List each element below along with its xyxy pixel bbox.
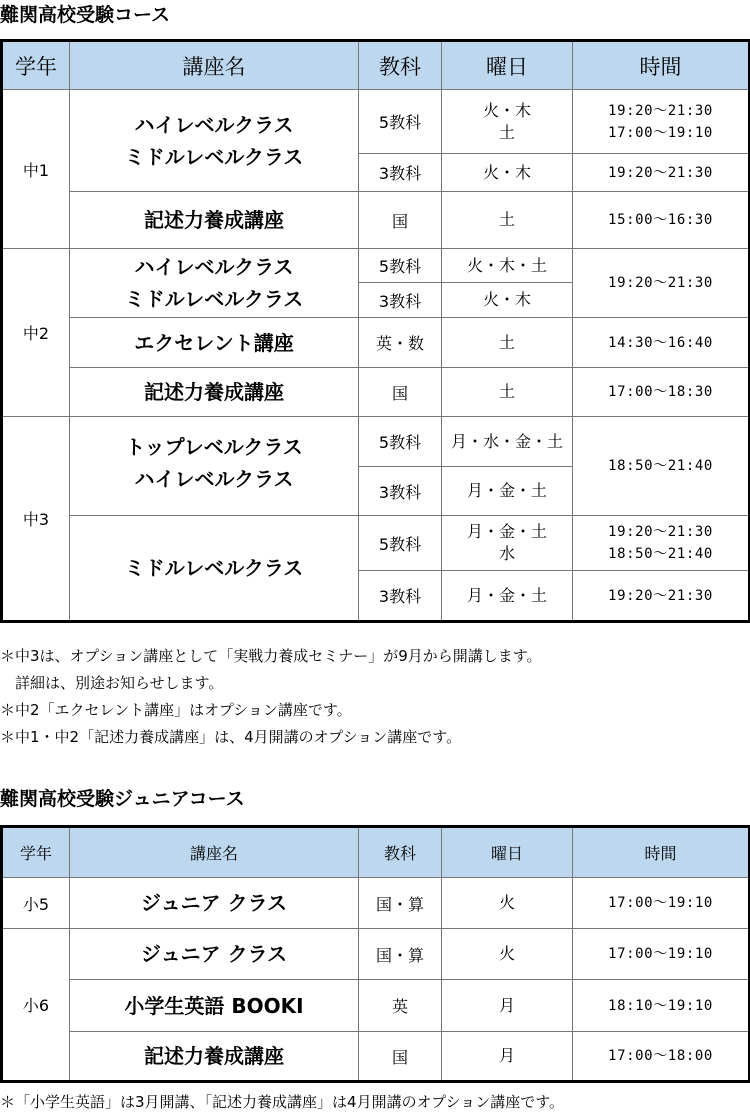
section2-notes (0, 1092, 564, 1112)
course-name: ハイレベルクラス (134, 112, 294, 137)
grade-cell: 中2 (3, 249, 70, 417)
day-cell: 火・木 (442, 154, 573, 192)
day-cell: 月 (442, 1032, 573, 1081)
time-cell: 15:00〜16:30 (573, 192, 749, 249)
grade-cell: 小5 (3, 878, 70, 929)
time-cell: 17:00〜18:30 (573, 368, 749, 417)
day-cell: 火 (442, 878, 573, 929)
time-text: 19:20〜21:30 (608, 524, 713, 540)
day-text: 火・木 (482, 100, 531, 120)
table-row (3, 878, 749, 929)
time-cell: 19:20〜21:30 (573, 249, 749, 318)
table-row (3, 1032, 749, 1081)
course-cell: 記述力養成講座 (70, 1032, 359, 1081)
note-text: ＊中3は、オプション講座として「実戦力養成セミナー」が9月から開講します。 (0, 647, 542, 665)
header-subject: 教科 (359, 42, 442, 90)
time-cell: 17:00〜19:10 (573, 878, 749, 929)
course-name: ミドルレベルクラス (124, 144, 304, 169)
table-row (3, 318, 749, 368)
header-time: 時間 (573, 828, 749, 878)
course-cell (70, 249, 359, 318)
day-cell: 土 (442, 318, 573, 368)
header-subject: 教科 (359, 828, 442, 878)
time-cell: 18:50〜21:40 (573, 417, 749, 516)
day-cell (442, 90, 573, 154)
course-name: ハイレベルクラス (134, 255, 294, 279)
course-cell: ジュニア クラス (70, 929, 359, 980)
header-time: 時間 (573, 42, 749, 90)
day-cell: 火 (442, 929, 573, 980)
day-cell: 土 (442, 368, 573, 417)
time-cell: 14:30〜16:40 (573, 318, 749, 368)
course-cell: エクセレント講座 (70, 318, 359, 368)
time-cell: 17:00〜18:00 (573, 1032, 749, 1081)
grade-cell: 小6 (3, 929, 70, 1081)
table-row (3, 980, 749, 1032)
header-course: 講座名 (70, 828, 359, 878)
table-header-row (3, 42, 749, 90)
subject-cell: 5教科 (359, 516, 442, 571)
subject-cell: 5教科 (359, 249, 442, 283)
subject-cell: 5教科 (359, 90, 442, 154)
header-grade: 学年 (3, 828, 70, 878)
course-cell (70, 417, 359, 516)
time-text: 18:50〜21:40 (608, 546, 713, 562)
time-cell: 17:00〜19:10 (573, 929, 749, 980)
table-row (3, 516, 749, 571)
course-name: ミドルレベルクラス (124, 287, 304, 311)
day-cell (442, 516, 573, 571)
course-cell: ジュニア クラス (70, 878, 359, 929)
note-text: ＊中1・中2「記述力養成講座」は、4月開講のオプション講座です。 (0, 728, 462, 746)
note-text: 詳細は、別途お知らせします。 (0, 674, 224, 692)
table-row (3, 90, 749, 154)
course-name: ハイレベルクラス (134, 467, 294, 491)
subject-cell: 英・数 (359, 318, 442, 368)
time-text: 17:00〜19:10 (608, 124, 713, 141)
subject-cell: 国 (359, 1032, 442, 1081)
subject-cell: 3教科 (359, 467, 442, 516)
course-cell: 小学生英語 BOOKⅠ (70, 980, 359, 1032)
header-grade: 学年 (3, 42, 70, 90)
day-cell: 火・木 (442, 283, 573, 318)
table-header-row (3, 828, 749, 878)
time-cell: 19:20〜21:30 (573, 154, 749, 192)
table-row (3, 192, 749, 249)
section1-title: 難関高校受験コース (0, 4, 171, 26)
section2-schedule-table (2, 827, 749, 1081)
table-row (3, 368, 749, 417)
table-row (3, 417, 749, 467)
note-text: ＊「小学生英語」は3月開講、「記述力養成講座」は4月開講のオプション講座です。 (0, 1093, 565, 1111)
day-cell: 土 (442, 192, 573, 249)
subject-cell: 5教科 (359, 417, 442, 467)
course-cell (70, 90, 359, 192)
header-day: 曜日 (442, 828, 573, 878)
course-name: トップレベルクラス (125, 435, 303, 459)
course-cell: 記述力養成講座 (70, 368, 359, 417)
day-text: 水 (498, 544, 515, 563)
day-cell: 月 (442, 980, 573, 1032)
table-row (3, 249, 749, 283)
day-text: 月・金・土 (466, 522, 547, 541)
table-row (3, 929, 749, 980)
day-cell: 月・金・土 (442, 571, 573, 621)
course-cell: ミドルレベルクラス (70, 516, 359, 621)
day-cell: 月・金・土 (442, 467, 573, 516)
section2-title: 難関高校受験ジュニアコース (0, 788, 245, 810)
subject-cell: 国・算 (359, 878, 442, 929)
subject-cell: 3教科 (359, 571, 442, 621)
time-text: 19:20〜21:30 (608, 102, 713, 119)
subject-cell: 国 (359, 368, 442, 417)
subject-cell: 英 (359, 980, 442, 1032)
day-text: 土 (498, 122, 515, 142)
day-cell: 火・木・土 (442, 249, 573, 283)
grade-cell: 中3 (3, 417, 70, 621)
header-day: 曜日 (442, 42, 573, 90)
course-cell: 記述力養成講座 (70, 192, 359, 249)
note-text: ＊中2「エクセレント講座」はオプション講座です。 (0, 701, 352, 719)
time-cell: 18:10〜19:10 (573, 980, 749, 1032)
grade-cell: 中1 (3, 90, 70, 249)
subject-cell: 3教科 (359, 283, 442, 318)
subject-cell: 国 (359, 192, 442, 249)
section1-schedule-table (2, 41, 749, 621)
time-cell (573, 516, 749, 571)
subject-cell: 国・算 (359, 929, 442, 980)
subject-cell: 3教科 (359, 154, 442, 192)
header-course: 講座名 (70, 42, 359, 90)
day-cell: 月・水・金・土 (442, 417, 573, 467)
time-cell: 19:20〜21:30 (573, 571, 749, 621)
time-cell (573, 90, 749, 154)
section1-notes (0, 643, 542, 751)
